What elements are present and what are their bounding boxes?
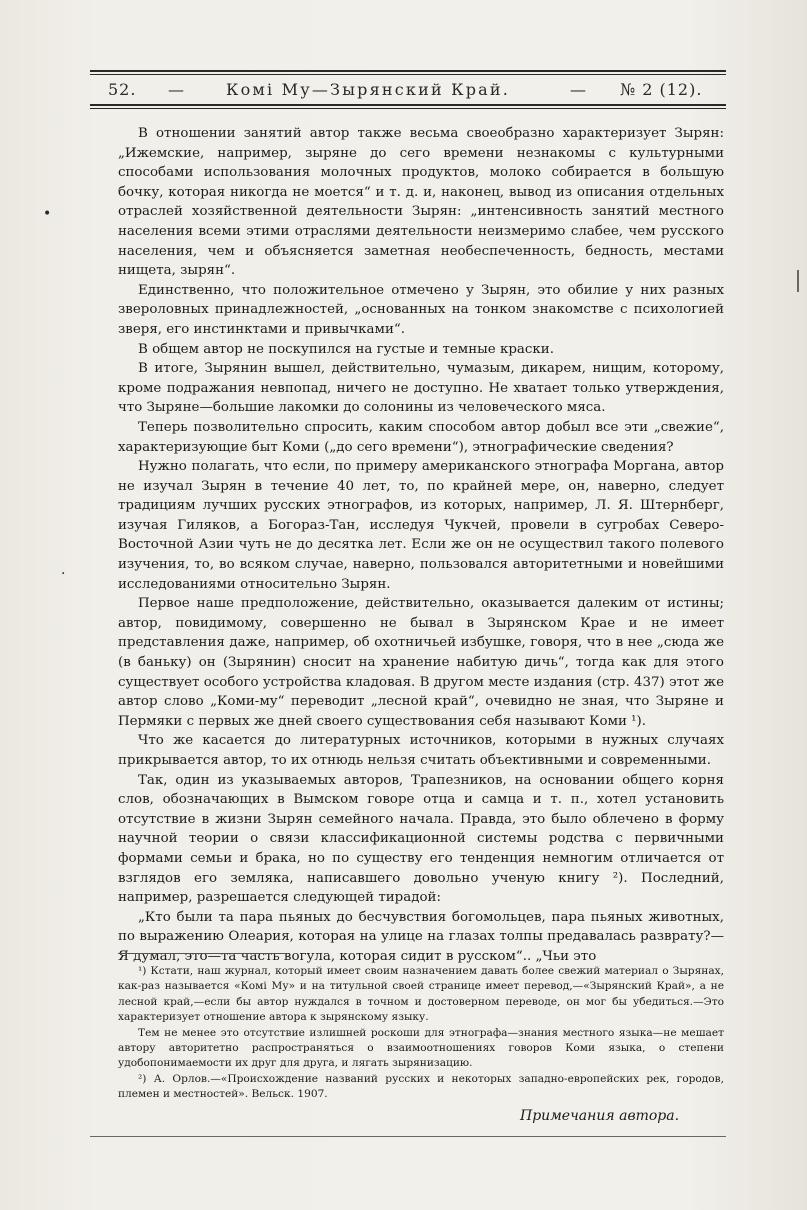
page-edge-mark <box>797 270 799 292</box>
author-notes-signature: Примечания автора. <box>520 1108 680 1124</box>
paragraph: Нужно полагать, что если, по примеру американского этнографа Моргана, автор не изучал Зырян в течение 40 лет, то, по крайней мере, он, наверно, следует традициям лучших русских этнографов, из которых, например, Л. Я. Штернберг, изучая Гиляков, а Богораз-Тан, исследуя Чукчей, провели в сугробах Северо-Восточной Азии чуть не до десятка лет. Если же он не осуществил такого полевого изучения, то, во всяком случае, наверно, пользовался авторитетными и новейшими исследованиями относительно Зырян. <box>118 459 724 592</box>
issue-number: № 2 (12). <box>620 80 703 99</box>
footnote: Тем не менее это отсутствие излишней роскоши для этнографа—знания местного языка—не мешает автору авторитетно распространяться о взаимоотношениях говоров Коми языка, о степени удобопонимаемости их друг для друга, и лягать зырянизацию. <box>118 1026 724 1070</box>
margin-dot-mark: • <box>43 206 52 222</box>
paragraph: Первое наше предположение, действительно, оказывается далеким от истины; автор, повидимому, совершенно не бывал в Зырянском Крае и не имеет представления даже, например, об охотничьей избушке, говоря, что в нее „сюда же (в баньку) он (Зырянин) сносит на хранение набитую дичь“, тогда как для этого существует особого устройства кладовая. В другом месте издания (стр. 437) этот же автор слово „Коми-му“ переводит „лесной край“, очевидно не зная, что Зыряне и Пермяки с первых же дней своего существования себя называют Коми ¹). <box>118 596 724 729</box>
header-rule-bottom <box>90 104 726 106</box>
article-body <box>118 124 724 967</box>
footnote: ²) А. Орлов.—«Происхождение названий русских и некоторых западно-европейских рек, городов, племен и местностей». Вельск. 1907. <box>118 1072 724 1101</box>
footnote-divider <box>118 953 286 954</box>
margin-dot-mark: · <box>61 566 66 582</box>
header-dash-left: — <box>168 80 185 99</box>
footnotes <box>118 964 724 1103</box>
footnote: ¹) Кстати, наш журнал, который имеет своим назначением давать более свежий материал о Зырянах, как-раз называется «Комі Му» и на титульной своей странице имеет перевод,—«Зырянский Край», а не лесной край,—если бы автор нуждался в точном и достоверном переводе, он мог бы убедиться.—Это характеризует отношение автора к зырянскому языку. <box>118 965 724 1024</box>
header-rule-top-thin <box>90 74 726 75</box>
paragraph: Так, один из указываемых авторов, Трапезников, на основании общего корня слов, обозначающих в Вымском говоре отца и самца и т. п., хотел установить отсутствие в жизни Зырян семейного начала. Правда, это было облечено в форму научной теории о связи классификационной системы родства с первичными формами семьи и брака, но по существу его тенденция немногим отличается от взглядов его земляка, написавшего довольно ученую книгу ²). Последний, например, разрешается следующей тирадой: <box>118 772 724 906</box>
paragraph: В итоге, Зырянин вышел, действительно, чумазым, дикарем, нищим, которому, кроме подражания невпопад, ничего не доступно. Не хватает только утверждения, что Зыряне—большие лакомки до солонины из человеческого мяса. <box>118 361 724 416</box>
paragraph: Единственно, что положительное отмечено у Зырян, это обилие у них разных звероловных принадлежностей, „основанных на тонком знакомстве с психологией зверя, его инстинктами и привычками“. <box>118 282 724 337</box>
paragraph: В отношении занятий автор также весьма своеобразно характеризует Зырян: „Ижемские, например, зыряне до сего времени незнакомы с культурными способами использования молочных продуктов, молоко собирается в большую бочку, которая никогда не моется“ и т. д. и, наконец, вывод из описания отдельных отраслей хозяйственной деятельности Зырян: „интенсивность занятий местного населения всеми этими отраслями деятельности неизмеримо слабее, чем русского населения, чем и объясняется заметная необеспеченность, бедность, местами нищета, зырян“. <box>118 126 724 279</box>
journal-title: Комі Му—Зырянский Край. <box>226 80 511 99</box>
header-rule-bottom-thin <box>90 108 726 109</box>
paragraph: Теперь позволительно спросить, каким способом автор добыл все эти „свежие“, характеризующие быт Коми („до сего времени“), этнографические сведения? <box>118 419 724 455</box>
running-header <box>104 80 710 102</box>
header-dash-right: — <box>570 80 587 99</box>
paragraph: Что же касается до литературных источников, которыми в нужных случаях прикрывается автор, то их отнюдь нельзя считать объективными и современными. <box>118 733 724 768</box>
bottom-rule <box>90 1136 726 1137</box>
paragraph: „Кто были та пара пьяных до бесчувствия богомольцев, пара пьяных животных, по выражению Олеария, которая на улице на глазах толпы предавалась разврату?—Я думал, это—та часть вогула, которая сидит в русском“.. „Чьи это <box>118 909 724 964</box>
page-number: 52. <box>108 80 137 99</box>
header-rule-top <box>90 70 726 72</box>
paragraph: В общем автор не поскупился на густые и темные краски. <box>138 341 554 357</box>
